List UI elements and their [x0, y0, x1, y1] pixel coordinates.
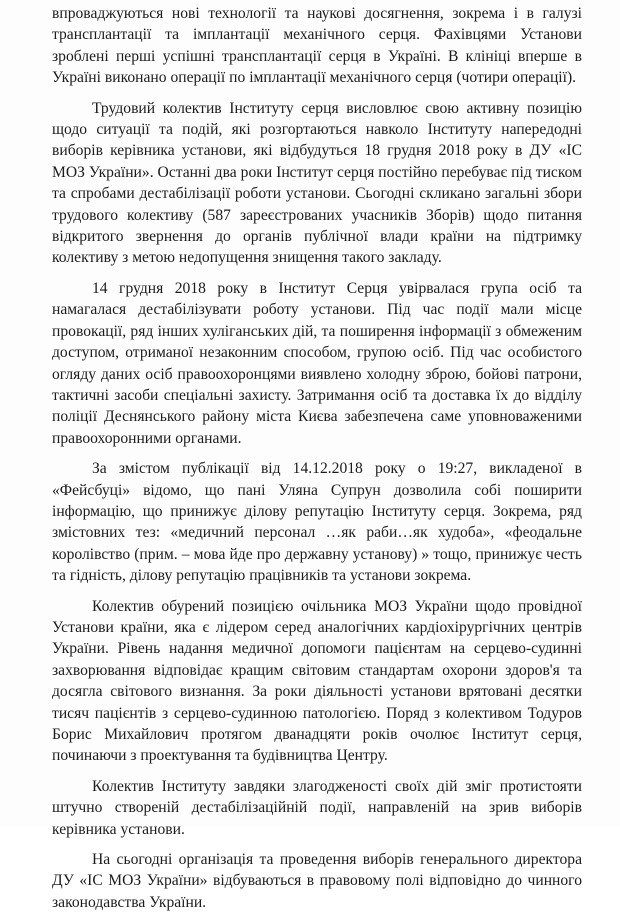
- paragraph-collective-resistance: Колектив Інституту завдяки злагодженості своїх дій зміг протистояти штучно створеній дестабілізаційній події, направленій на зрив виборів керівника установи.: [52, 777, 582, 838]
- paragraph-facebook-publication: За змістом публікації від 14.12.2018 року о 19:27, викладеної в «Фейсбуці» відомо, що пані Уляна Супрун дозволила собі поширити інформацію, що принижує ділову репутацію Інституту серця. Зокрема, ряд змістовних тез: «медичний персонал …як раби…як худоба», «феодальне королівство (прим. – мова йде про державну установу) » тощо, принижує честь та гідність, ділову репутацію працівників та установи зокрема.: [52, 460, 582, 585]
- paragraph-december-14-incident: 14 грудня 2018 року в Інститут Серця увірвалася група осіб та намагалася дестабілізувати роботу установи. Під час події мали місце провокації, ряд інших хуліганських дій, та поширення інформації з обмеженим доступом, отриманої незаконним способом, групою осіб. Під час особистого огляду даних осіб правоохоронцями виявлено холодну зброю, бойові патрони, тактичні засоби спеціальні захисту. Затримання осіб та доставка їх до відділу поліції Деснянського району міста Києва забезпечена саме уповноваженими правоохоронними органами.: [52, 279, 582, 447]
- paragraph-elections-legal: На сьогодні організація та проведення виборів генерального директора ДУ «ІС МОЗ України» відбуваються в правовому полі відповідно до чинного законодавства України.: [52, 851, 582, 911]
- document-body: [52, 3, 582, 913]
- paragraph-collective-outrage: Колектив обурений позицією очільника МОЗ України щодо провідної Установи країни, яка є лідером серед аналогічних кардіохірургічних центрів України. Рівень надання медичної допомоги пацієнтам на серцево-судинні захворювання відповідає кращим світовим стандартам охорони здоров'я та досягла світового визнання. За роки діяльності установи врятовані десятки тисяч пацієнтів з серцево-судинною патологією. Поряд з колективом Тодуров Борис Михайлович протягом дванадцяти років очолює Інститут серця, починаючи з проектування та будівництва Центру.: [52, 597, 582, 765]
- paragraph-collective-position: Трудовий колектив Інституту серця висловлює свою активну позицію щодо ситуації та подій, які розгортаються навколо Інституту напередодні виборів керівника установи, які відбудуться 18 грудня 2018 року в ДУ «ІС МОЗ України». Останні два роки Інститут серця постійно перебуває під тиском та спробами дестабілізації роботи установи. Сьогодні скликано загальні збори трудового колективу (587 зареєстрованих учасників Зборів) щодо питання відкритого звернення до органів публічної влади країни на підтримку колективу з метою недопущення знищення такого закладу.: [52, 99, 582, 267]
- paragraph-continuation: впроваджуються нові технології та наукові досягнення, зокрема і в галузі трансплантації та імплантації механічного серця. Фахівцями Установи зроблені перші успішні трансплантації серця в Україні. В клініці вперше в Україні виконано операції по імплантації механічного серця (чотири операції).: [52, 5, 582, 87]
